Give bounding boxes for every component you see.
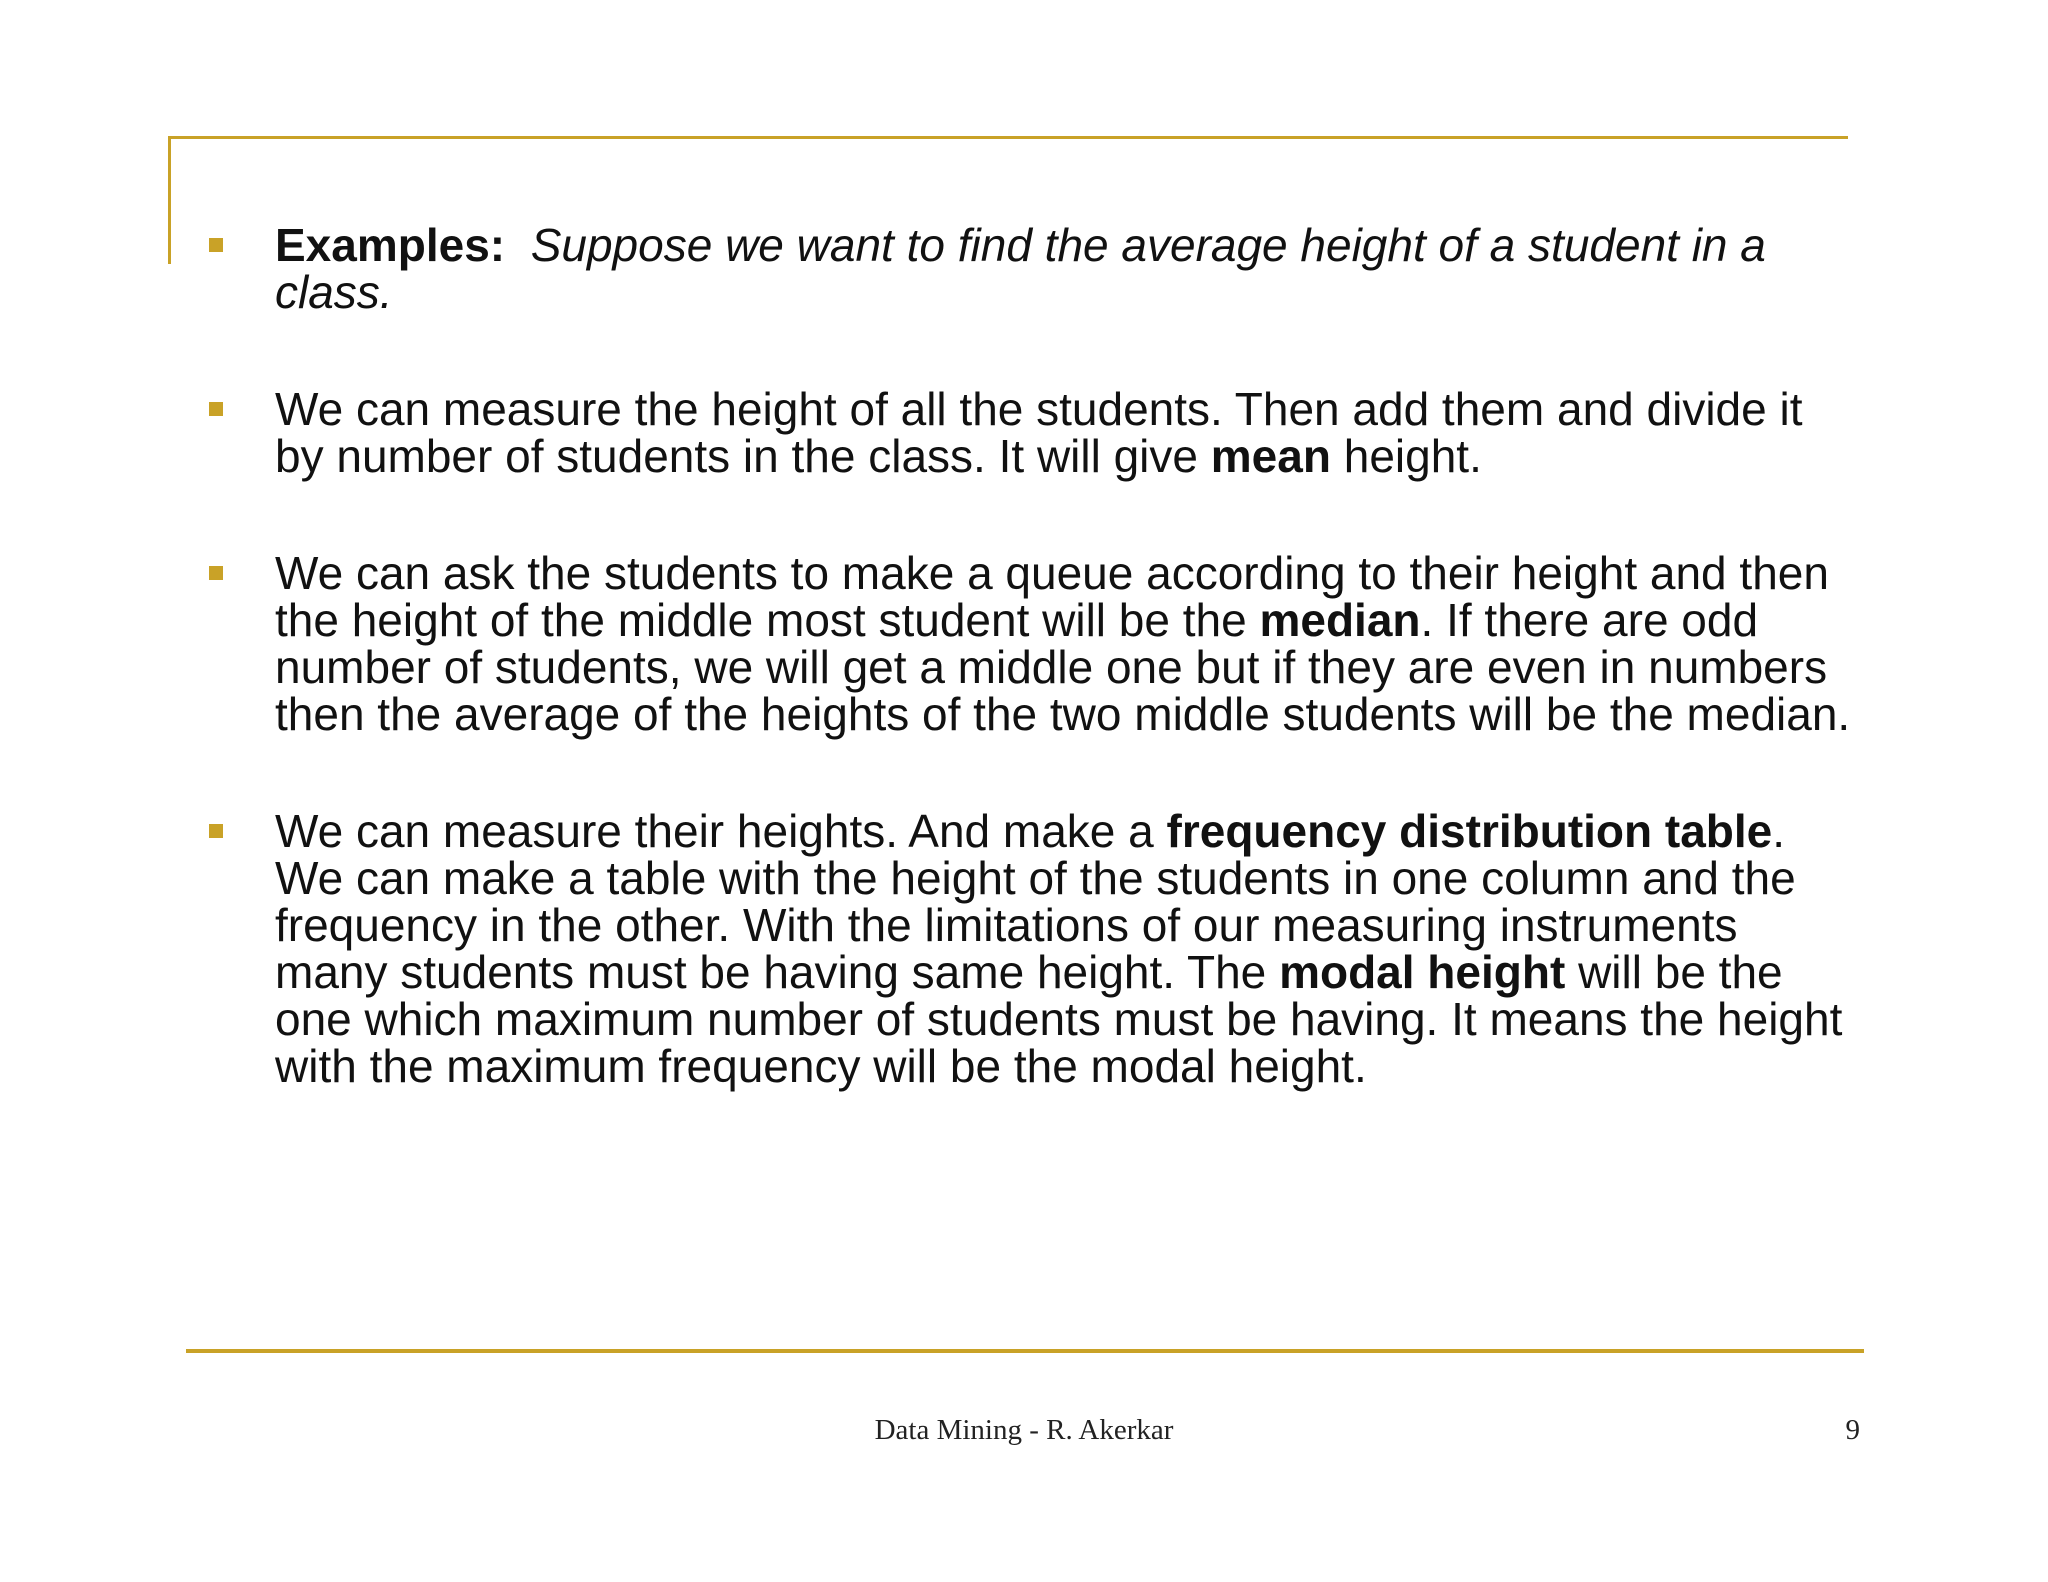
examples-label: Examples: — [275, 219, 506, 271]
square-bullet-icon — [209, 238, 223, 252]
square-bullet-icon — [209, 402, 223, 416]
frequency-table-term: frequency distribution table — [1166, 805, 1773, 857]
median-text-before: We can ask the students to make a queue according to their height and then the height of the middle most student will be the — [275, 547, 1829, 646]
mode-text-1: We can measure their heights. And make a — [275, 805, 1167, 857]
top-divider — [168, 136, 1848, 139]
bottom-divider — [186, 1349, 1864, 1353]
bullet-median — [205, 547, 1855, 740]
square-bullet-icon — [209, 566, 223, 580]
median-text-after: . If there are odd number of students, we will get a middle one but if they are even in numbers then the average of the heights of the two middle students will be the median. — [275, 594, 1851, 740]
mean-term: mean — [1210, 430, 1331, 482]
mean-text-after: height. — [1330, 430, 1482, 482]
slide-body — [205, 219, 1855, 1160]
left-divider — [168, 136, 171, 264]
bullet-mode — [205, 805, 1855, 1092]
page-number: 9 — [1845, 1414, 1860, 1446]
bullet-examples — [205, 219, 1855, 318]
bullet-mean — [205, 383, 1855, 482]
square-bullet-icon — [209, 824, 223, 838]
mean-text-before: We can measure the height of all the students. Then add them and divide it by number of students in the class. It will give — [275, 383, 1803, 482]
modal-height-term: modal height — [1279, 946, 1566, 998]
median-term: median — [1259, 594, 1421, 646]
mode-text-2: . We can make a table with the height of the students in one column and the frequency in the other. With the limitations of our measuring instruments many students must be having same height. The — [275, 805, 1796, 998]
footer-title: Data Mining - R. Akerkar — [874, 1414, 1174, 1446]
mode-text-3: will be the one which maximum number of students must be having. It means the height with the maximum frequency will be the modal height. — [275, 946, 1843, 1092]
examples-text: Suppose we want to find the average height of a student in a class. — [275, 219, 1766, 318]
